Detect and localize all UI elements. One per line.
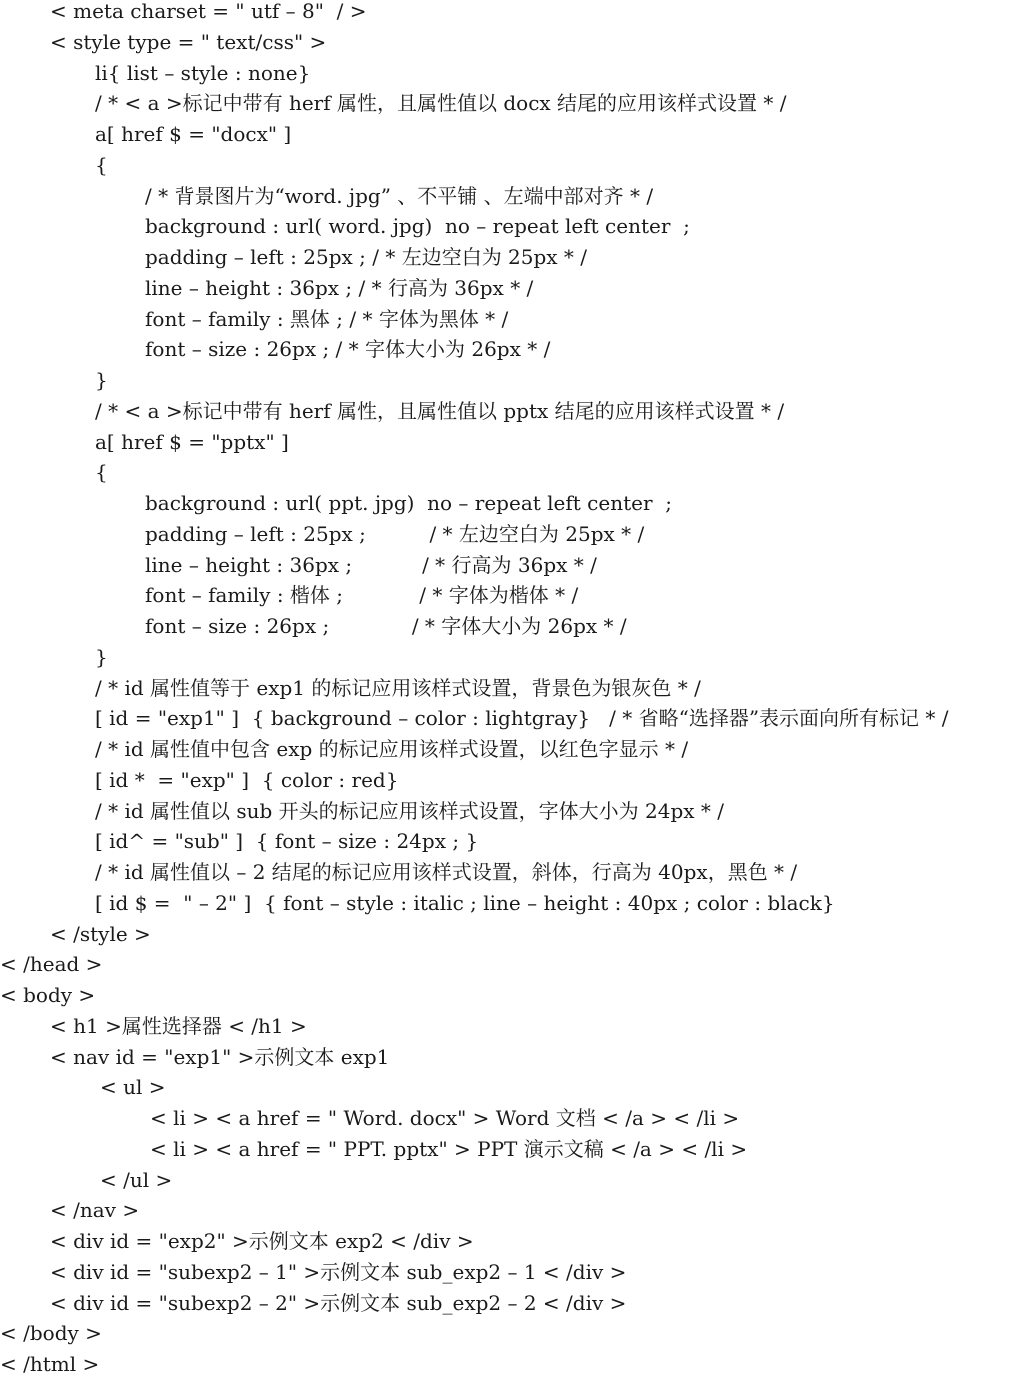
code-line: < /style > — [50, 921, 151, 946]
code-line: padding – left : 25px ; / * 左边空白为 25px * / — [145, 521, 645, 546]
code-line: font – family : 黑体 ; / * 字体为黑体 * / — [145, 306, 509, 331]
code-line: li{ list – style : none} — [95, 60, 311, 85]
code-line: font – size : 26px ; / * 字体大小为 26px * / — [145, 337, 551, 362]
code-line: < /head > — [0, 952, 103, 977]
code-line: [ id^ = "sub" ] { font – size : 24px ; } — [95, 829, 479, 854]
code-line: < li > < a href = " PPT. pptx" > PPT 演示文稿 < /a > < /li > — [150, 1136, 748, 1161]
code-line: a[ href $ = "docx" ] — [95, 122, 292, 146]
code-line: / * id 属性值中包含 exp 的标记应用该样式设置，以红色字显示 * / — [95, 737, 689, 761]
code-line: < h1 >属性选择器 < /h1 > — [50, 1013, 307, 1038]
code-line: / * id 属性值以 sub 开头的标记应用该样式设置，字体大小为 24px * / — [95, 798, 725, 823]
code-line: background : url( ppt. jpg) no – repeat left center ; — [145, 491, 672, 515]
code-line: < div id = "exp2" >示例文本 exp2 < /div > — [50, 1229, 474, 1253]
code-line: < div id = "subexp2 – 1" >示例文本 sub_exp2 – 1 < /div > — [50, 1259, 627, 1284]
code-line: / * id 属性值等于 exp1 的标记应用该样式设置，背景色为银灰色 * / — [95, 675, 701, 700]
code-line: < ul > — [100, 1075, 166, 1100]
code-line: < /nav > — [50, 1198, 140, 1223]
code-line: / * id 属性值以 – 2 结尾的标记应用该样式设置，斜体，行高为 40px，黑色 * / — [95, 860, 798, 884]
code-line: < body > — [0, 983, 96, 1007]
code-line: / * 背景图片为“word. jpg” 、不平铺 、左端中部对齐 * / — [145, 183, 654, 208]
code-line: [ id $ = " – 2" ] { font – style : italic ; line – height : 40px ; color : black} — [95, 890, 835, 915]
code-line: { — [95, 460, 108, 485]
code-line: line – height : 36px ; / * 行高为 36px * / — [145, 275, 534, 300]
code-line: < style type = " text/css" > — [50, 29, 327, 54]
code-line: [ id = "exp1" ] { background – color : lightgray} / * 省略“选择器”表示面向所有标记 * / — [95, 706, 949, 731]
code-line: < /html > — [0, 1352, 100, 1376]
code-line: a[ href $ = "pptx" ] — [95, 429, 289, 454]
code-line: / * < a >标记中带有 herf 属性，且属性值以 docx 结尾的应用该样式设置 * / — [95, 91, 787, 116]
code-line: font – size : 26px ; / * 字体大小为 26px * / — [145, 614, 627, 638]
code-line: } — [95, 368, 108, 392]
code-line: [ id * = "exp" ] { color : red} — [95, 767, 399, 792]
code-line: background : url( word. jpg) no – repeat left center ; — [145, 214, 690, 239]
code-line: < div id = "subexp2 – 2" >示例文本 sub_exp2 – 2 < /div > — [50, 1290, 627, 1315]
code-line: / * < a >标记中带有 herf 属性，且属性值以 pptx 结尾的应用该样式设置 * / — [95, 398, 785, 423]
code-line: < li > < a href = " Word. docx" > Word 文档 < /a > < /li > — [150, 1106, 740, 1130]
code-line: < meta charset = " utf – 8" / > — [50, 0, 367, 23]
code-line: < /ul > — [100, 1167, 173, 1192]
code-line: line – height : 36px ; / * 行高为 36px * / — [145, 552, 597, 577]
code-line: font – family : 楷体 ; / * 字体为楷体 * / — [145, 583, 579, 608]
code-line: < /body > — [0, 1321, 102, 1346]
code-line: { — [95, 152, 108, 177]
code-line: padding – left : 25px ; / * 左边空白为 25px * / — [145, 245, 588, 269]
code-line: < nav id = "exp1" >示例文本 exp1 — [50, 1044, 390, 1069]
code-line: } — [95, 644, 108, 669]
